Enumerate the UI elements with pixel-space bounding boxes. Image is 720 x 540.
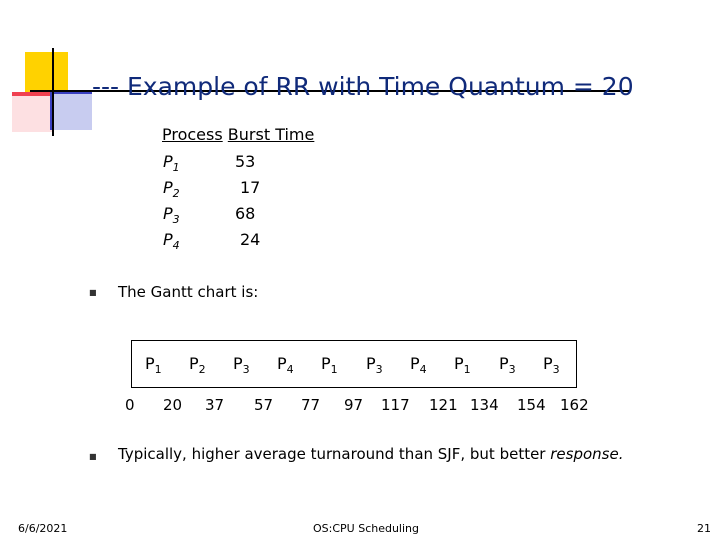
table-header bbox=[162, 125, 314, 144]
logo-yellow-square bbox=[25, 52, 68, 94]
process-row-1: $P_1$ bbox=[163, 152, 180, 175]
gantt-cell-6: $P_3$ bbox=[366, 354, 383, 377]
gantt-tick-134: 134 bbox=[470, 396, 499, 414]
gantt-tick-77: 77 bbox=[301, 396, 321, 414]
bullet-marker-1: ■ bbox=[89, 288, 97, 297]
process-row-4: $P_4$ bbox=[163, 230, 180, 253]
logo-blue-square bbox=[50, 90, 92, 130]
header-burst-time: Burst Time bbox=[227, 125, 315, 144]
process-row-2: $P_2$ bbox=[163, 178, 180, 201]
gantt-cell-8: $P_1$ bbox=[454, 354, 471, 377]
gantt-tick-0: 0 bbox=[125, 396, 135, 414]
burst-row-4: 24 bbox=[240, 230, 261, 249]
footer-date: 6/6/2021 bbox=[18, 522, 68, 535]
logo-red-square bbox=[12, 92, 52, 132]
logo-vertical-line bbox=[52, 48, 54, 136]
gantt-cell-9: $P_3$ bbox=[499, 354, 516, 377]
gantt-tick-97: 97 bbox=[344, 396, 364, 414]
gantt-tick-20: 20 bbox=[163, 396, 183, 414]
gantt-cell-4: $P_4$ bbox=[277, 354, 294, 377]
gantt-cell-10: $P_3$ bbox=[543, 354, 560, 377]
slide-title: --- Example of RR with Time Quantum = 20 bbox=[92, 72, 634, 101]
gantt-cell-3: $P_3$ bbox=[233, 354, 250, 377]
burst-row-1: 53 bbox=[235, 152, 256, 171]
gantt-tick-57: 57 bbox=[254, 396, 274, 414]
burst-row-2: 17 bbox=[240, 178, 261, 197]
bullet-text-2: Typically, higher average turnaround than SJF, but better response. bbox=[118, 445, 624, 463]
header-process: Process bbox=[162, 125, 223, 144]
gantt-tick-117: 117 bbox=[381, 396, 410, 414]
bullet-emphasis: response. bbox=[550, 445, 624, 463]
gantt-cell-2: $P_2$ bbox=[189, 354, 206, 377]
bullet-text-1: The Gantt chart is: bbox=[118, 283, 259, 301]
gantt-cell-1: $P_1$ bbox=[145, 354, 162, 377]
gantt-cell-5: $P_1$ bbox=[321, 354, 338, 377]
gantt-tick-121: 121 bbox=[429, 396, 458, 414]
footer-center: OS:CPU Scheduling bbox=[313, 522, 419, 535]
gantt-cell-7: $P_4$ bbox=[410, 354, 427, 377]
gantt-tick-37: 37 bbox=[205, 396, 225, 414]
process-row-3: $P_3$ bbox=[163, 204, 180, 227]
bullet-marker-2: ■ bbox=[89, 452, 97, 461]
footer-page-number: 21 bbox=[697, 522, 711, 535]
gantt-tick-154: 154 bbox=[517, 396, 546, 414]
gantt-tick-162: 162 bbox=[560, 396, 589, 414]
burst-row-3: 68 bbox=[235, 204, 256, 223]
